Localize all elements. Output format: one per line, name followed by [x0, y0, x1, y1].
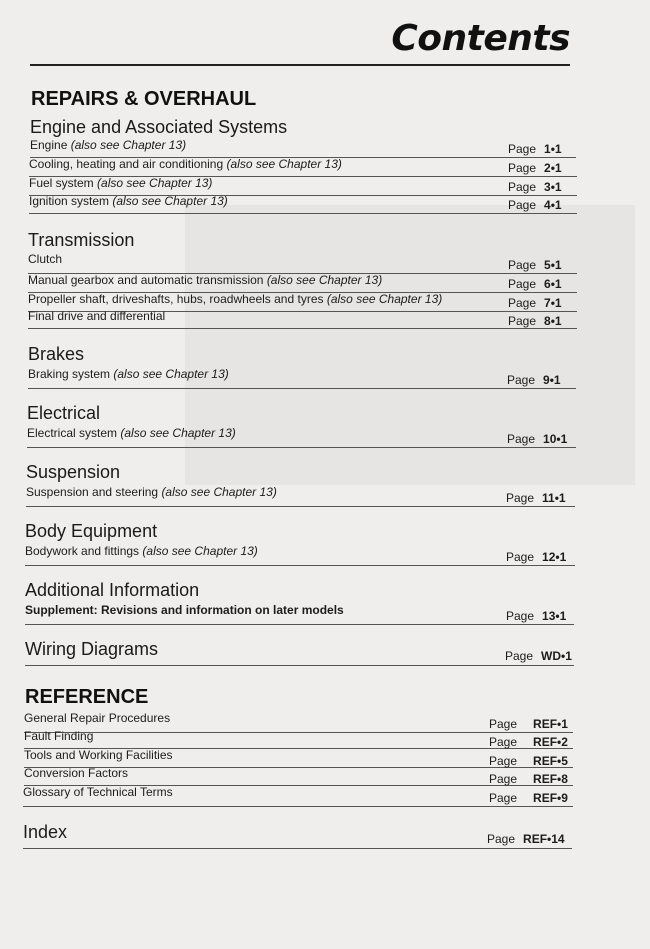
page-number: 10•1	[543, 432, 568, 446]
entry-note: (also see Chapter 13)	[226, 157, 342, 171]
chapter-title-electrical: Electrical	[27, 403, 101, 423]
entry-note: (also see Chapter 13)	[120, 426, 236, 440]
chapter-title-brakes: Brakes	[28, 344, 85, 364]
page-number: REF•2	[533, 735, 568, 749]
page-number: REF•1	[533, 717, 568, 731]
index-title: Index	[23, 822, 68, 842]
toc-entry[interactable]	[28, 309, 577, 329]
entry-label: Final drive and differential	[28, 309, 166, 323]
entry-label: Cooling, heating and air conditioning	[29, 157, 224, 171]
page-number: REF•5	[533, 754, 568, 768]
page-word: Page	[508, 277, 537, 291]
page-number: REF•14	[523, 832, 565, 846]
page-word: Page	[487, 832, 516, 846]
entry-note: (also see Chapter 13)	[326, 292, 443, 306]
toc-entry-index[interactable]	[23, 822, 572, 849]
toc-entry[interactable]	[26, 485, 575, 507]
page-word: Page	[508, 258, 537, 272]
page-number: 4•1	[544, 198, 562, 212]
entry-label: Tools and Working Facilities	[24, 748, 173, 762]
toc-entry[interactable]	[28, 252, 577, 274]
entry-label: Ignition system	[29, 194, 110, 208]
toc-entry[interactable]	[28, 273, 577, 293]
page-word: Page	[508, 161, 537, 175]
toc-entry[interactable]	[29, 157, 577, 177]
toc-entry[interactable]	[23, 785, 573, 807]
page-number: REF•8	[533, 772, 568, 786]
toc-entry[interactable]	[25, 544, 575, 566]
entry-note: (also see Chapter 13)	[266, 273, 383, 287]
page-word: Page	[505, 649, 534, 663]
entry-label: Bodywork and fittings	[25, 544, 140, 558]
page-title: Contents	[391, 18, 570, 59]
page-number: 7•1	[544, 296, 562, 310]
entry-label: Fault Finding	[24, 729, 94, 743]
page-number: 12•1	[542, 550, 567, 564]
toc-entry[interactable]	[24, 766, 573, 786]
part-title-repairs: REPAIRS & OVERHAUL	[31, 88, 257, 110]
page-word: Page	[489, 754, 518, 768]
entry-label: Supplement: Revisions and information on later models	[25, 603, 344, 617]
entry-label: Electrical system	[27, 426, 118, 440]
entry-label: General Repair Procedures	[24, 711, 171, 725]
entry-label: Engine	[30, 138, 68, 152]
toc-entry[interactable]	[24, 748, 573, 768]
toc-entry[interactable]	[27, 426, 576, 448]
entry-label: Glossary of Technical Terms	[23, 785, 173, 799]
page-number: 9•1	[543, 373, 561, 387]
part-title-reference: REFERENCE	[25, 686, 149, 708]
page-word: Page	[508, 142, 537, 156]
chapter-title-wiring-diagrams: Wiring Diagrams	[25, 639, 159, 659]
toc-entry[interactable]	[25, 603, 574, 625]
chapter-title-transmission: Transmission	[28, 230, 135, 250]
entry-note: (also see Chapter 13)	[97, 176, 213, 190]
page-word: Page	[506, 609, 535, 623]
entry-note: (also see Chapter 13)	[142, 544, 258, 558]
page-word: Page	[508, 314, 537, 328]
page-number: 1•1	[544, 142, 562, 156]
page-word: Page	[489, 772, 518, 786]
page-word: Page	[489, 717, 518, 731]
page-number: 5•1	[544, 258, 562, 272]
page-number: 2•1	[544, 161, 562, 175]
page-number: 3•1	[544, 180, 562, 194]
entry-note: (also see Chapter 13)	[112, 194, 228, 208]
toc-entry[interactable]	[29, 176, 577, 196]
page-number: REF•9	[533, 791, 568, 805]
page-word: Page	[489, 735, 518, 749]
toc-entry[interactable]	[28, 367, 576, 389]
page-word: Page	[507, 432, 536, 446]
page-word: Page	[508, 180, 537, 194]
page-word: Page	[508, 198, 537, 212]
page-word: Page	[508, 296, 537, 310]
entry-label: Suspension and steering	[26, 485, 159, 499]
page-number: WD•1	[541, 649, 572, 663]
entry-note: (also see Chapter 13)	[70, 138, 187, 152]
page-number: 11•1	[542, 491, 566, 505]
entry-note: (also see Chapter 13)	[113, 367, 229, 381]
entry-label: Propeller shaft, driveshafts, hubs, roadwheels and tyres	[28, 292, 324, 306]
toc-entry[interactable]	[29, 194, 577, 214]
chapter-title-suspension: Suspension	[26, 462, 121, 482]
entry-label: Manual gearbox and automatic transmission	[28, 273, 264, 287]
chapter-title-additional-info: Additional Information	[25, 580, 200, 600]
page-word: Page	[506, 550, 535, 564]
page-word: Page	[507, 373, 536, 387]
page-number: 13•1	[542, 609, 567, 623]
entry-label: Fuel system	[29, 176, 94, 190]
chapter-title-engine: Engine and Associated Systems	[30, 117, 288, 137]
page-number: 8•1	[544, 314, 562, 328]
page-word: Page	[506, 491, 535, 505]
chapter-title-body-equipment: Body Equipment	[25, 521, 158, 541]
toc-entry[interactable]	[24, 729, 573, 749]
toc-entry[interactable]	[30, 138, 576, 158]
toc-entry[interactable]	[25, 647, 574, 666]
entry-label: Clutch	[28, 252, 63, 266]
page-number: 6•1	[544, 277, 562, 291]
page-word: Page	[489, 791, 518, 805]
entry-note: (also see Chapter 13)	[161, 485, 277, 499]
entry-label: Conversion Factors	[24, 766, 129, 780]
entry-label: Braking system	[28, 367, 111, 381]
